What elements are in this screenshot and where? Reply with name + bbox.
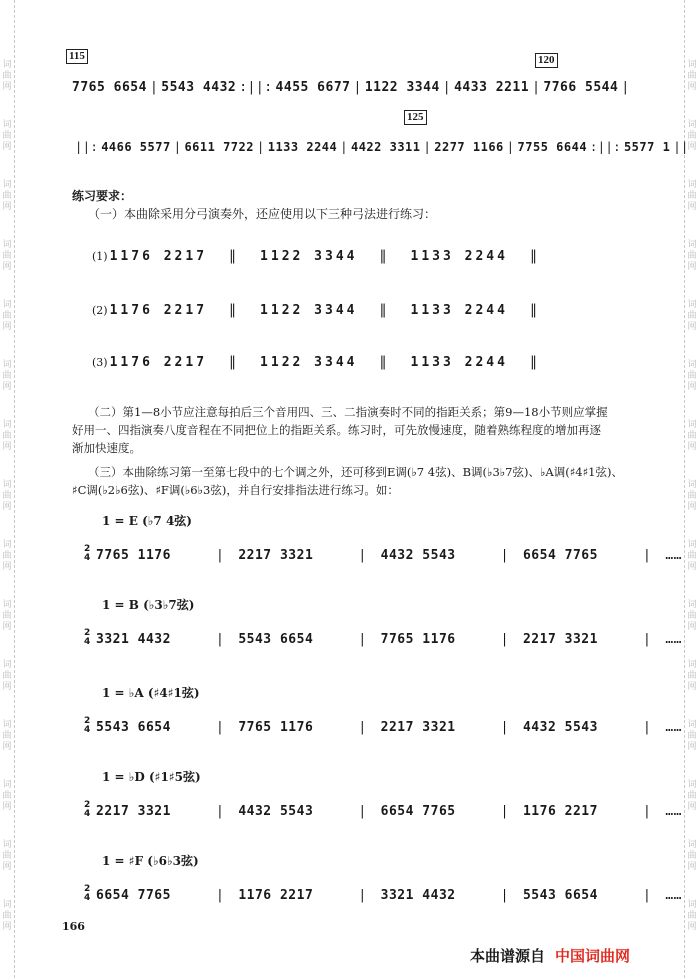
measure: 2277 1166 <box>434 140 504 154</box>
watermark-text: 词曲网 <box>687 420 697 452</box>
measure: 4455 6677 <box>275 80 351 95</box>
bowing-group: 1133 2244 <box>410 354 508 370</box>
bowing-group: 1133 2244 <box>410 248 508 264</box>
practice-item-1: （一）本曲除采用分弓演奏外，还应使用以下三种弓法进行练习： <box>88 207 437 221</box>
bowing-group: 1122 3344 <box>260 248 358 264</box>
bowing-group: 1122 3344 <box>260 354 358 370</box>
ellipsis: …… <box>665 888 682 903</box>
measure: 2217 3321 <box>96 804 171 819</box>
watermark-text: 词曲网 <box>2 840 12 872</box>
measure: 1176 2217 <box>238 888 314 903</box>
key-label: 1 = ♭D (♯1♯5弦) <box>102 770 201 784</box>
key-example-row: 5543 6654 | 7765 1176 | 2217 3321 | 4432 5543 | …… <box>96 720 682 735</box>
measure: 7765 6654 <box>72 80 147 95</box>
practice-item-2-line-2: 好用一、四指演奏八度音程在不同把位上的指距关系。练习时，可先放慢速度，随着熟练程度的增加再逐 <box>72 423 601 437</box>
measure: 1122 3344 <box>364 80 440 95</box>
measure: 5577 1 <box>623 140 671 154</box>
time-signature <box>84 885 90 903</box>
bowing-group: 1176 2217 <box>109 302 208 318</box>
measure: 2217 3321 <box>238 548 314 563</box>
time-signature-numerator: 2 <box>84 544 91 554</box>
bowing-group: 1122 3344 <box>260 302 358 318</box>
practice-item-3-line-1: （三）本曲除练习第一至第七段中的七个调之外，还可移到E调(♭7 4弦)、B调(♭3♭7弦)、♭A调(♯4♯1弦)、 <box>88 465 623 479</box>
watermark-text: 词曲网 <box>2 660 12 692</box>
watermark-text: 词曲网 <box>687 120 697 152</box>
time-signature-numerator: 2 <box>84 800 91 810</box>
bowing-group: 1176 2217 <box>109 248 208 264</box>
practice-item-3-line-2: ♯C调(♭2♭6弦)、♯F调(♭6♭3弦)，并自行安排指法进行练习。如： <box>72 483 399 497</box>
watermark-text: 词曲网 <box>687 720 697 752</box>
left-watermark-strip <box>0 0 15 978</box>
score-line-2: ||: 4466 5577 | 6611 7722 | 1133 2244 | 4422 3311 | 2277 1166 | 7755 6644 :||: 5577 1 || <box>75 140 689 154</box>
measure: 2217 3321 <box>380 720 456 735</box>
measure: 6654 7765 <box>522 548 598 563</box>
measure: 6654 7765 <box>96 888 171 903</box>
key-example-row: 2217 3321 | 4432 5543 | 6654 7765 | 1176 2217 | …… <box>96 804 682 819</box>
measure: 5543 4432 <box>161 80 237 95</box>
time-signature-denominator: 4 <box>84 809 91 819</box>
page-number: 166 <box>62 920 85 933</box>
measure: 4432 5543 <box>238 804 314 819</box>
measure: 6611 7722 <box>184 140 254 154</box>
source-site: 中国词曲网 <box>555 947 631 965</box>
time-signature <box>84 629 90 647</box>
watermark-text: 词曲网 <box>687 660 697 692</box>
time-signature-numerator: 2 <box>84 628 91 638</box>
ellipsis: …… <box>665 804 682 819</box>
watermark-text: 词曲网 <box>2 420 12 452</box>
time-signature <box>84 717 90 735</box>
time-signature-denominator: 4 <box>84 637 91 647</box>
time-signature <box>84 801 90 819</box>
key-label: 1 = B (♭3♭7弦) <box>102 598 195 612</box>
key-example-row: 6654 7765 | 1176 2217 | 3321 4432 | 5543 6654 | …… <box>96 888 682 903</box>
watermark-text: 词曲网 <box>2 300 12 332</box>
measure: 1176 2217 <box>522 804 598 819</box>
watermark-text: 词曲网 <box>2 600 12 632</box>
watermark-text: 词曲网 <box>687 780 697 812</box>
watermark-text: 词曲网 <box>687 240 697 272</box>
watermark-text: 词曲网 <box>687 600 697 632</box>
measure: 3321 4432 <box>96 632 171 647</box>
watermark-text: 词曲网 <box>687 480 697 512</box>
watermark-text: 词曲网 <box>2 360 12 392</box>
measure: 3321 4432 <box>380 888 456 903</box>
key-example-row: 7765 1176 | 2217 3321 | 4432 5543 | 6654 7765 | …… <box>96 548 682 563</box>
watermark-text: 词曲网 <box>687 60 697 92</box>
bowing-row-3: (3) 1176 2217 ‖ 1122 3344 ‖ 1133 2244 ‖ <box>92 354 537 370</box>
time-signature-denominator: 4 <box>84 725 91 735</box>
watermark-text: 词曲网 <box>2 120 12 152</box>
watermark-text: 词曲网 <box>2 540 12 572</box>
measure: 4432 5543 <box>522 720 598 735</box>
watermark-text: 词曲网 <box>687 180 697 212</box>
practice-item-2-line-1: （二）第1—8小节应注意每拍后三个音用四、三、二指演奏时不同的指距关系；第9—18小节则应掌握 <box>88 405 608 419</box>
key-example-row: 3321 4432 | 5543 6654 | 7765 1176 | 2217 3321 | …… <box>96 632 682 647</box>
practice-item-2-line-3: 渐加快速度。 <box>72 441 141 455</box>
watermark-text: 词曲网 <box>687 840 697 872</box>
measure: 7755 6644 <box>517 140 588 154</box>
watermark-text: 词曲网 <box>2 900 12 932</box>
bowing-row-2: (2) 1176 2217 ‖ 1122 3344 ‖ 1133 2244 ‖ <box>92 302 537 318</box>
key-label: 1 = ♯F (♭6♭3弦) <box>102 854 199 868</box>
watermark-text: 词曲网 <box>2 480 12 512</box>
time-signature <box>84 545 90 563</box>
ellipsis: …… <box>665 548 682 563</box>
bowing-group: 1176 2217 <box>109 354 208 370</box>
bowing-label: (2) <box>92 303 108 317</box>
measure: 4466 5577 <box>101 140 171 154</box>
measure: 4433 2211 <box>454 80 530 95</box>
watermark-text: 词曲网 <box>2 180 12 212</box>
time-signature-denominator: 4 <box>84 553 91 563</box>
bowing-row-1: (1) 1176 2217 ‖ 1122 3344 ‖ 1133 2244 ‖ <box>92 248 537 264</box>
measure: 7765 1176 <box>96 548 171 563</box>
watermark-text: 词曲网 <box>687 360 697 392</box>
measure-number-115: 115 <box>66 49 88 64</box>
measure: 4422 3311 <box>350 140 421 154</box>
time-signature-denominator: 4 <box>84 893 91 903</box>
watermark-text: 词曲网 <box>687 540 697 572</box>
key-label: 1 = E (♭7 4弦) <box>102 514 192 528</box>
ellipsis: …… <box>665 720 682 735</box>
measure: 7765 1176 <box>238 720 314 735</box>
source-prefix: 本曲谱源自 <box>470 947 546 965</box>
watermark-text: 词曲网 <box>2 60 12 92</box>
measure: 5543 6654 <box>522 888 598 903</box>
watermark-text: 词曲网 <box>687 900 697 932</box>
time-signature-numerator: 2 <box>84 716 91 726</box>
measure: 5543 6654 <box>96 720 171 735</box>
measure: 4432 5543 <box>380 548 456 563</box>
watermark-text: 词曲网 <box>2 780 12 812</box>
watermark-text: 词曲网 <box>2 240 12 272</box>
measure: 2217 3321 <box>522 632 598 647</box>
watermark-text: 词曲网 <box>687 300 697 332</box>
score-line-1: 7765 6654 | 5543 4432 :||: 4455 6677 | 1122 3344 | 4433 2211 | 7766 5544 | <box>72 80 630 95</box>
measure: 6654 7765 <box>380 804 456 819</box>
measure: 7766 5544 <box>543 80 619 95</box>
measure: 1133 2244 <box>267 140 338 154</box>
source-credit <box>470 945 630 966</box>
watermark-text: 词曲网 <box>2 720 12 752</box>
measure: 7765 1176 <box>380 632 456 647</box>
practice-heading: 练习要求： <box>72 189 133 203</box>
measure-number-120: 120 <box>535 53 558 68</box>
bowing-label: (3) <box>92 355 108 369</box>
measure-number-125: 125 <box>404 110 427 125</box>
bowing-label: (1) <box>92 249 108 263</box>
ellipsis: …… <box>665 632 682 647</box>
measure: 5543 6654 <box>238 632 314 647</box>
key-label: 1 = ♭A (♯4♯1弦) <box>102 686 200 700</box>
bowing-group: 1133 2244 <box>410 302 508 318</box>
time-signature-numerator: 2 <box>84 884 91 894</box>
